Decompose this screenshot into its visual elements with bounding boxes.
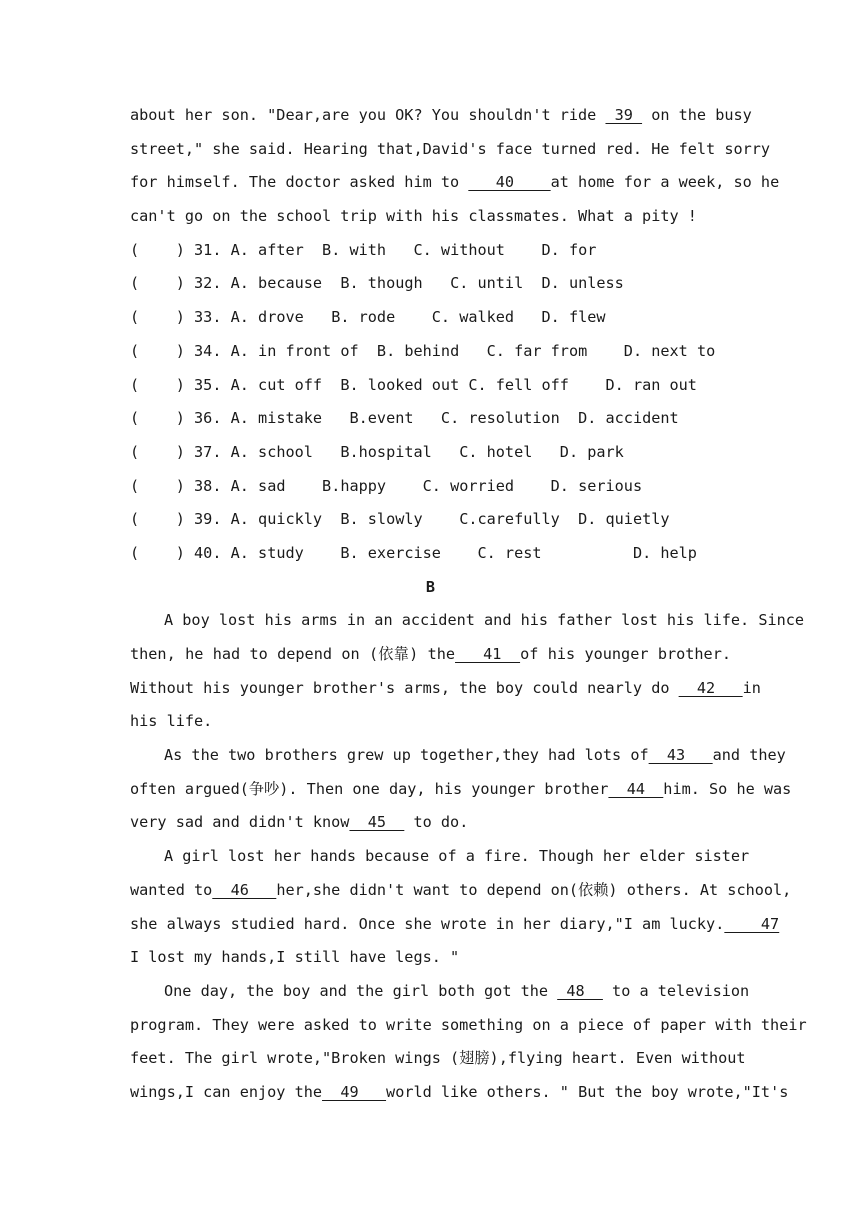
passage-line <box>130 941 731 975</box>
passage-b <box>130 604 807 1109</box>
answer-bracket: ( ) <box>130 274 185 293</box>
text-run: A boy lost his arms in an accident and his father lost his life. Since <box>164 611 805 630</box>
blank-answer: 41 <box>455 645 521 663</box>
passage-line <box>130 166 780 200</box>
question-number: 32. <box>194 274 222 293</box>
question-number: 34. <box>194 341 222 360</box>
text-run: Without his younger brother's arms, the boy could nearly do <box>130 678 679 697</box>
text-run: wanted to <box>130 880 213 899</box>
text-run: A girl lost her hands because of a fire. Though her elder sister <box>164 847 750 866</box>
section-b-heading: B <box>425 577 436 596</box>
text-run: for himself. The doctor asked him to <box>130 173 469 192</box>
question-item <box>130 537 731 571</box>
question-number: 38. <box>194 476 222 495</box>
passage-a-tail <box>130 99 780 234</box>
answer-bracket: ( ) <box>130 375 185 394</box>
question-number: 36. <box>194 409 222 428</box>
question-item <box>130 369 731 403</box>
question-options: A. because B. though C. until D. unless <box>230 274 624 293</box>
question-options: A. quickly B. slowly C.carefully D. quietly <box>230 510 670 529</box>
question-item <box>130 234 731 268</box>
text-run: him. So he was <box>663 779 792 798</box>
question-item <box>130 470 731 504</box>
text-run: often argued(争吵). Then one day, his younger brother <box>130 779 609 798</box>
question-list <box>130 234 731 571</box>
worksheet-page <box>130 99 807 1110</box>
passage-line <box>130 1009 807 1043</box>
passage-line <box>130 1042 746 1076</box>
text-run: she always studied hard. Once she wrote in her diary,"I am lucky. <box>130 914 725 933</box>
question-options: A. sad B.happy C. worried D. serious <box>230 476 643 495</box>
question-item <box>130 267 731 301</box>
text-run: can't go on the school trip with his classmates. What a pity ! <box>130 207 697 226</box>
text-run: very sad and didn't know <box>130 813 350 832</box>
answer-bracket: ( ) <box>130 442 185 461</box>
question-number: 35. <box>194 375 222 394</box>
text-run: in <box>742 678 761 697</box>
text-run: One day, the boy and the girl both got the <box>164 981 558 1000</box>
text-run: street," she said. Hearing that,David's face turned red. He felt sorry <box>130 139 771 158</box>
text-run: As the two brothers grew up together,they had lots of <box>164 746 649 765</box>
passage-line <box>130 739 786 773</box>
passage-line <box>130 773 792 807</box>
question-item <box>130 503 731 537</box>
answer-bracket: ( ) <box>130 308 185 327</box>
question-item <box>130 335 731 369</box>
answer-bracket: ( ) <box>130 409 185 428</box>
question-options: A. in front of B. behind C. far from D. next to <box>230 341 716 360</box>
text-run: her,she didn't want to depend on(依赖) others. At school, <box>276 880 792 899</box>
text-run: his life. <box>130 712 213 731</box>
question-options: A. after B. with C. without D. for <box>230 240 597 259</box>
question-number: 39. <box>194 510 222 529</box>
text-run: at home for a week, so he <box>550 173 780 192</box>
blank-answer: 43 <box>648 746 713 765</box>
passage-line <box>130 200 731 234</box>
answer-bracket: ( ) <box>130 240 185 259</box>
text-run: to do. <box>404 813 469 832</box>
answer-bracket: ( ) <box>130 510 185 529</box>
text-run: then, he had to depend on (依靠) the <box>130 645 456 663</box>
question-options: A. cut off B. looked out C. fell off D. ran out <box>230 375 697 394</box>
passage-line <box>130 99 752 133</box>
text-run: feet. The girl wrote,"Broken wings (翅膀),flying heart. Even without <box>130 1049 746 1068</box>
passage-line <box>130 638 731 672</box>
blank-answer: 44 <box>608 779 664 798</box>
text-run: to a television <box>602 981 750 1000</box>
text-run: and they <box>712 746 786 765</box>
passage-line <box>130 604 805 638</box>
answer-bracket: ( ) <box>130 543 185 562</box>
text-run: of his younger brother. <box>520 645 731 663</box>
blank-answer: 49 <box>322 1082 387 1101</box>
passage-line <box>130 672 761 706</box>
question-options: A. drove B. rode C. walked D. flew <box>230 308 606 327</box>
question-item <box>130 436 731 470</box>
passage-line <box>130 806 731 840</box>
blank-answer: 46 <box>212 880 277 899</box>
passage-line <box>130 705 731 739</box>
question-number: 31. <box>194 240 222 259</box>
passage-line <box>130 1076 789 1110</box>
text-run: on the busy <box>642 106 752 124</box>
blank-answer: 48 <box>557 981 603 1000</box>
question-number: 37. <box>194 442 222 461</box>
question-options: A. study B. exercise C. rest D. help <box>230 543 697 562</box>
text-run: about her son. "Dear,are you OK? You shouldn't ride <box>130 106 606 124</box>
blank-answer: 45 <box>349 813 405 832</box>
question-item <box>130 402 731 436</box>
text-run: program. They were asked to write something on a piece of paper with their <box>130 1015 807 1034</box>
passage-line <box>130 975 750 1009</box>
answer-bracket: ( ) <box>130 341 185 360</box>
passage-line <box>130 874 792 908</box>
text-run: I lost my hands,I still have legs. " <box>130 948 460 967</box>
passage-line <box>130 908 780 942</box>
answer-bracket: ( ) <box>130 476 185 495</box>
question-number: 33. <box>194 308 222 327</box>
blank-answer: 42 <box>678 678 743 697</box>
question-options: A. school B.hospital C. hotel D. park <box>230 442 624 461</box>
text-run: wings,I can enjoy the <box>130 1082 323 1101</box>
passage-line <box>130 840 750 874</box>
text-run: world like others. " But the boy wrote,"It's <box>386 1082 789 1101</box>
question-item <box>130 301 731 335</box>
blank-answer: 47 <box>724 914 780 933</box>
blank-answer: 40 <box>468 173 551 192</box>
question-options: A. mistake B.event C. resolution D. accident <box>230 409 679 428</box>
passage-line <box>130 133 771 167</box>
question-number: 40. <box>194 543 222 562</box>
blank-answer: 39 <box>605 106 643 124</box>
